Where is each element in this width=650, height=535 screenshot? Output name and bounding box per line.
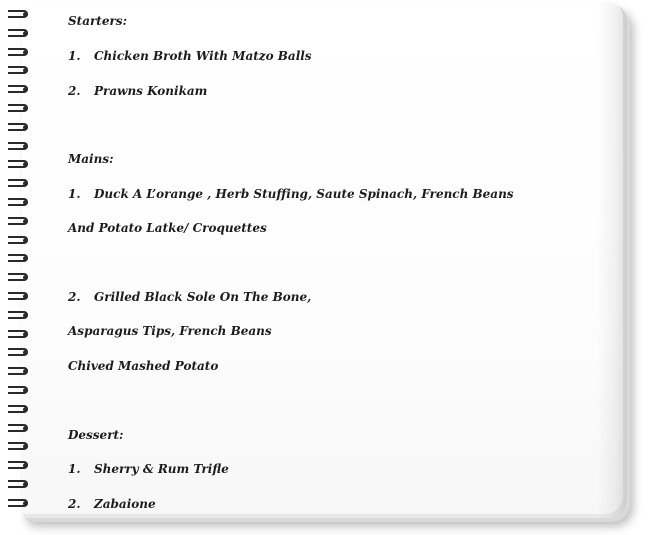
- spiral-ring: [6, 29, 32, 39]
- spiral-ring-hole: [23, 200, 28, 205]
- dessert-item-1-text: Sherry & Rum Trifle: [94, 462, 229, 476]
- spiral-ring: [6, 480, 32, 490]
- starter-item-1: [68, 49, 312, 63]
- spiral-ring-hole: [23, 238, 28, 243]
- spiral-ring: [6, 311, 32, 321]
- starter-item-2: [68, 84, 207, 98]
- menu-content: [68, 0, 608, 520]
- spiral-ring: [6, 85, 32, 95]
- spiral-ring: [6, 254, 32, 264]
- spiral-ring: [6, 405, 32, 415]
- dessert-item-2-text: Zabaione: [94, 497, 156, 511]
- dessert-item-1: [68, 462, 229, 476]
- spiral-ring: [6, 236, 32, 246]
- spiral-ring-hole: [23, 332, 28, 337]
- spiral-ring: [6, 367, 32, 377]
- spiral-ring-hole: [23, 444, 28, 449]
- spiral-ring-hole: [23, 294, 28, 299]
- main-item-1-line-1: [68, 187, 514, 201]
- spiral-ring: [6, 66, 32, 76]
- starters-heading: Starters:: [68, 14, 127, 28]
- main-item-2-number: 2.: [68, 290, 81, 304]
- spiral-ring-hole: [23, 181, 28, 186]
- spiral-ring-hole: [23, 50, 28, 55]
- spiral-ring-hole: [23, 275, 28, 280]
- spiral-ring: [6, 10, 32, 20]
- dessert-item-2-number: 2.: [68, 497, 81, 511]
- starter-item-2-number: 2.: [68, 84, 81, 98]
- spiral-ring-hole: [23, 68, 28, 73]
- spiral-binding: [6, 6, 46, 516]
- mains-heading: Mains:: [68, 152, 114, 166]
- spiral-ring: [6, 48, 32, 58]
- spiral-ring-hole: [23, 482, 28, 487]
- spiral-ring: [6, 386, 32, 396]
- main-item-2-line-2: Asparagus Tips, French Beans: [68, 324, 272, 338]
- spiral-ring: [6, 461, 32, 471]
- starter-item-1-number: 1.: [68, 49, 81, 63]
- spiral-ring-hole: [23, 219, 28, 224]
- spiral-ring: [6, 217, 32, 227]
- spiral-ring-hole: [23, 12, 28, 17]
- spiral-ring: [6, 348, 32, 358]
- starter-item-1-text: Chicken Broth With Matzo Balls: [94, 49, 312, 63]
- dessert-item-1-number: 1.: [68, 462, 81, 476]
- main-item-2-text: Grilled Black Sole On The Bone,: [94, 290, 312, 304]
- main-item-1-number: 1.: [68, 187, 81, 201]
- dessert-heading: Dessert:: [68, 428, 124, 442]
- spiral-ring-hole: [23, 31, 28, 36]
- spiral-ring-hole: [23, 125, 28, 130]
- spiral-ring-hole: [23, 369, 28, 374]
- spiral-ring-hole: [23, 162, 28, 167]
- spiral-ring: [6, 442, 32, 452]
- spiral-ring: [6, 198, 32, 208]
- main-item-2-line-3: Chived Mashed Potato: [68, 359, 219, 373]
- starter-item-2-text: Prawns Konikam: [94, 84, 208, 98]
- main-item-2-line-1: [68, 290, 311, 304]
- spiral-ring: [6, 123, 32, 133]
- spiral-ring-hole: [23, 350, 28, 355]
- spiral-ring-hole: [23, 313, 28, 318]
- spiral-ring: [6, 179, 32, 189]
- main-item-1-line-2: And Potato Latke/ Croquettes: [68, 221, 267, 235]
- spiral-ring-hole: [23, 87, 28, 92]
- spiral-ring: [6, 142, 32, 152]
- dessert-item-2: [68, 497, 156, 511]
- spiral-ring: [6, 160, 32, 170]
- spiral-ring: [6, 330, 32, 340]
- spiral-ring: [6, 424, 32, 434]
- spiral-ring-hole: [23, 388, 28, 393]
- spiral-ring-hole: [23, 426, 28, 431]
- spiral-ring: [6, 292, 32, 302]
- spiral-ring-hole: [23, 463, 28, 468]
- spiral-ring-hole: [23, 407, 28, 412]
- spiral-ring-hole: [23, 144, 28, 149]
- main-item-1-text: Duck A L’orange , Herb Stuffing, Saute Spinach, French Beans: [94, 187, 514, 201]
- spiral-ring-hole: [23, 106, 28, 111]
- spiral-ring-hole: [23, 501, 28, 506]
- spiral-ring-hole: [23, 256, 28, 261]
- spiral-ring: [6, 273, 32, 283]
- spiral-ring: [6, 499, 32, 509]
- spiral-ring: [6, 104, 32, 114]
